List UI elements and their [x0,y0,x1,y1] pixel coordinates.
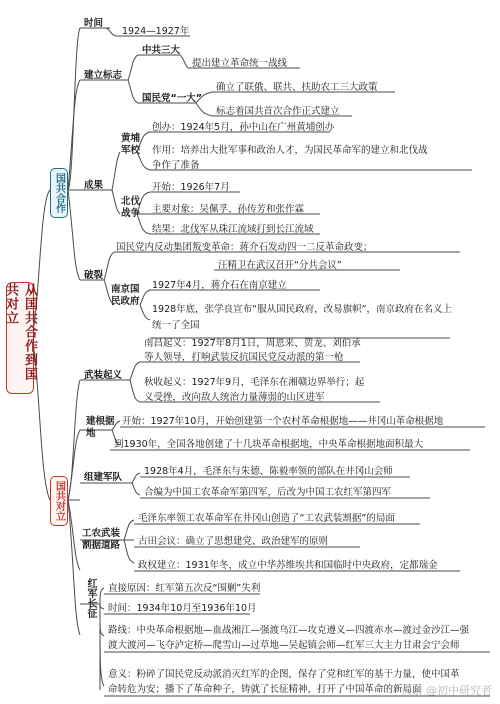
march-route-l2: 渡大渡河—飞夺泸定桥—爬雪山—过草地—吴起镇会师—红军三大主力甘肃会宁会师 [108,640,460,651]
nanjing-item1: 1927年4月，蒋介石在南京建立 [152,280,287,291]
whampoa-role-l1: 作用：培养出大批军事和政治人才，为国民革命军的建立和北伐战 [152,145,428,156]
coup-l2: 汪精卫在武汉召开“分共会议” [218,260,342,271]
northern-result: 结果：北伐军从珠江流域打到长江流域 [152,224,314,235]
branch-cooperation-label: 国共合作 [53,173,65,213]
road-regime: 政权建立：1931年冬，成立中华苏维埃共和国临时中央政府，定都瑞金 [138,560,438,571]
bases-label: 建根据地 [86,416,115,439]
army-item2: 合编为中国工农革命军第四军，后改为中国工农红军第四军 [144,487,392,498]
road-label: 工农武装割据道路 [82,528,121,551]
marks-label: 建立标志 [84,70,123,81]
northern-start: 开始：1926年7月 [152,182,230,193]
nanjing-item2-l1: 1928年底，张学良宣布“服从国民政府，改易旗帜”，南京政府在名义上 [152,304,453,315]
root-node [3,282,37,394]
march-label: 红军长征 [85,578,96,618]
root-label: 从国共合作到国共对立 [3,283,37,381]
kmt1-content-1: 确立了联俄、联共、扶助农工三大政策 [216,82,378,93]
nanchang-l1: 南昌起义：1927年8月1日，周恩来、贺龙、刘伯承 [144,338,361,349]
march-meaning-l1: 意义：粉碎了国民党反动派消灭红军的企图，保存了党和红军的基干力量，使中国革 [108,669,460,680]
whampoa-role-l2: 争作了准备 [152,160,200,171]
ccp3-content: 提出建立革命统一战线 [192,58,288,69]
branch-opposition-label: 国共对立 [53,481,65,521]
march-time: 时间：1934年10月至1936年10月 [108,603,257,614]
army-label: 组建军队 [84,472,123,483]
kmt1-content-2: 标志着国共首次合作正式建立 [216,106,340,117]
coup-l1: 国民党内反动集团叛变革命：蒋介石发动四一二反革命政变； [116,242,373,253]
autumn-l1: 秋收起义：1927年9月，毛泽东在湘赣边界举行；起 [144,377,365,388]
rupture-label: 破裂 [84,270,104,281]
branch-opposition [50,476,68,526]
northern-label: 北伐战争 [121,196,141,219]
watermark: 头条 @初中研究者 [400,684,492,697]
autumn-l2: 义受挫，改向敌人统治力量薄弱的山区进军 [144,392,325,403]
army-item1: 1928年4月，毛泽东与朱德、陈毅率领的部队在井冈山会师 [144,466,393,477]
nanchang-l2: 等人领导，打响武装反抗国民党反动派的第一枪 [144,352,344,363]
whampoa-founding: 创办：1924年5月，孙中山在广州黄埔创办 [152,122,335,133]
bases-1930: 到1930年，全国各地创建了十几块革命根据地，中央革命根据地面积最大 [114,439,424,450]
nanjing-label: 南京国民政府 [111,284,140,307]
march-route-l1: 路线：中央革命根据地—血战湘江—强渡乌江—攻克遵义—四渡赤水—渡过金沙江—强 [108,625,470,636]
time-label: 时间 [84,18,104,29]
road-gutian: 古田会议：确立了思想建党、政治建军的原则 [138,536,329,547]
branch-cooperation [50,168,68,218]
road-header: 毛泽东率领工农革命军在井冈山创造了“工农武装割据”的局面 [138,513,395,524]
northern-targets: 主要对象：吴佩孚、孙传芳和张作霖 [152,204,305,215]
uprisings-label: 武装起义 [84,370,123,381]
whampoa-label: 黄埔军校 [121,133,141,156]
bases-start: 开始：1927年10月，开始创建第一个农村革命根据地——井冈山革命根据地 [122,416,444,427]
march-cause: 直接原因：红军第五次反“围剿”失利 [108,583,261,594]
nanjing-item2-l2: 统一了全国 [152,320,200,331]
ccp3-label: 中共三大 [142,45,181,56]
march-meaning-l2: 命转危为安；播下了革命种子，铸就了长征精神，打开了中国革命的新局面 [108,684,422,695]
kmt1-label: 国民党“一大” [142,93,202,104]
results-label: 成果 [84,180,104,191]
time-value: 1924—1927年 [122,26,190,37]
